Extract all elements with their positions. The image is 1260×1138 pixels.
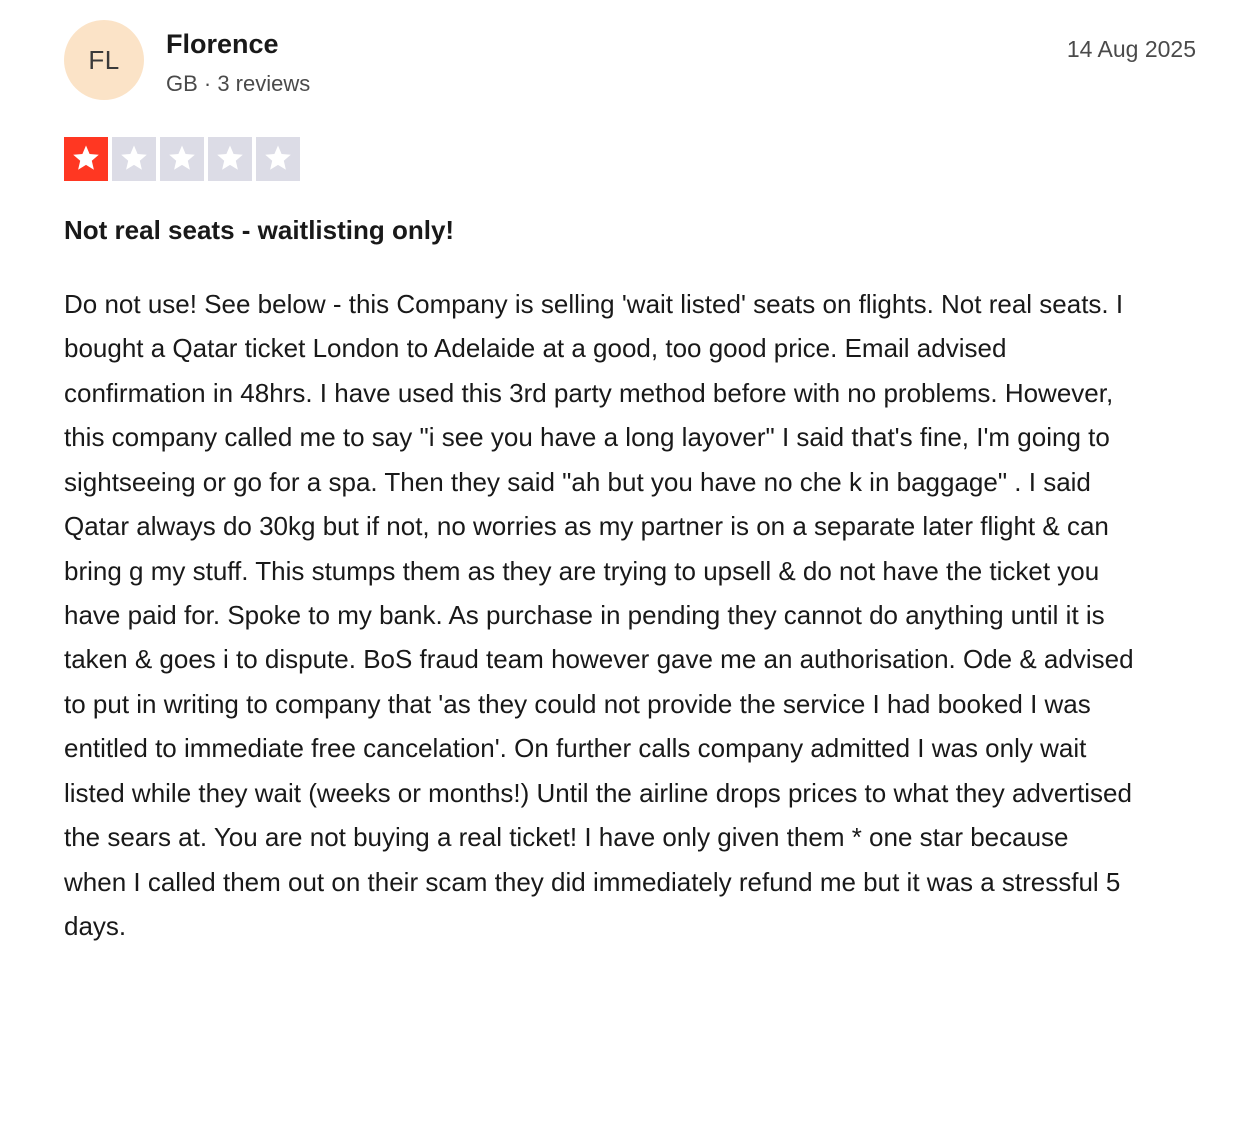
review-text: Do not use! See below - this Company is selling 'wait listed' seats on flights. Not real seats. I bought a Qatar ticket London to Adelaide at a good, too good price. Email advised confirmation in 48hrs. I have used this 3rd party method before with no problems. However, this company called me to say "i see you have a long layover" I said that's fine, I'm going to sightseeing or go for a spa. Then they said "ah but you have no che k in baggage" . I said Qatar always do 30kg but if not, no worries as my partner is on a separate later flight & can bring g my stuff. This stumps them as they are trying to upsell & do not have the ticket you have paid for. Spoke to my bank. As purchase in pending they cannot do anything until it is taken & goes i to dispute. BoS fraud team however gave me an authorisation. Ode & advised to put in writing to company that 'as they could not provide the service I had booked I was entitled to immediate free cancelation'. On further calls company admitted I was only wait listed while they wait (weeks or months!) Until the airline drops prices to what they advertised the sears at. You are not buying a real ticket! I have only given them * one star because when I called them out on their scam they did immediately refund me but it was a stressful 5 days. [64, 288, 1141, 942]
consumer-text [166, 20, 310, 97]
avatar: FL [64, 20, 144, 100]
star-icon-5 [256, 137, 300, 181]
consumer-name[interactable]: Florence [166, 29, 279, 59]
review-title[interactable]: Not real seats - waitlisting only! [64, 215, 455, 245]
consumer-info[interactable] [64, 20, 310, 100]
star-icon-2 [112, 137, 156, 181]
star-icon-4 [208, 137, 252, 181]
star-icon-3 [160, 137, 204, 181]
star-rating [64, 137, 1196, 181]
consumer-meta: GB · 3 reviews [166, 71, 311, 97]
review-date: 14 Aug 2025 [1066, 36, 1196, 62]
review-header [64, 20, 1196, 100]
star-icon-1 [64, 137, 108, 181]
